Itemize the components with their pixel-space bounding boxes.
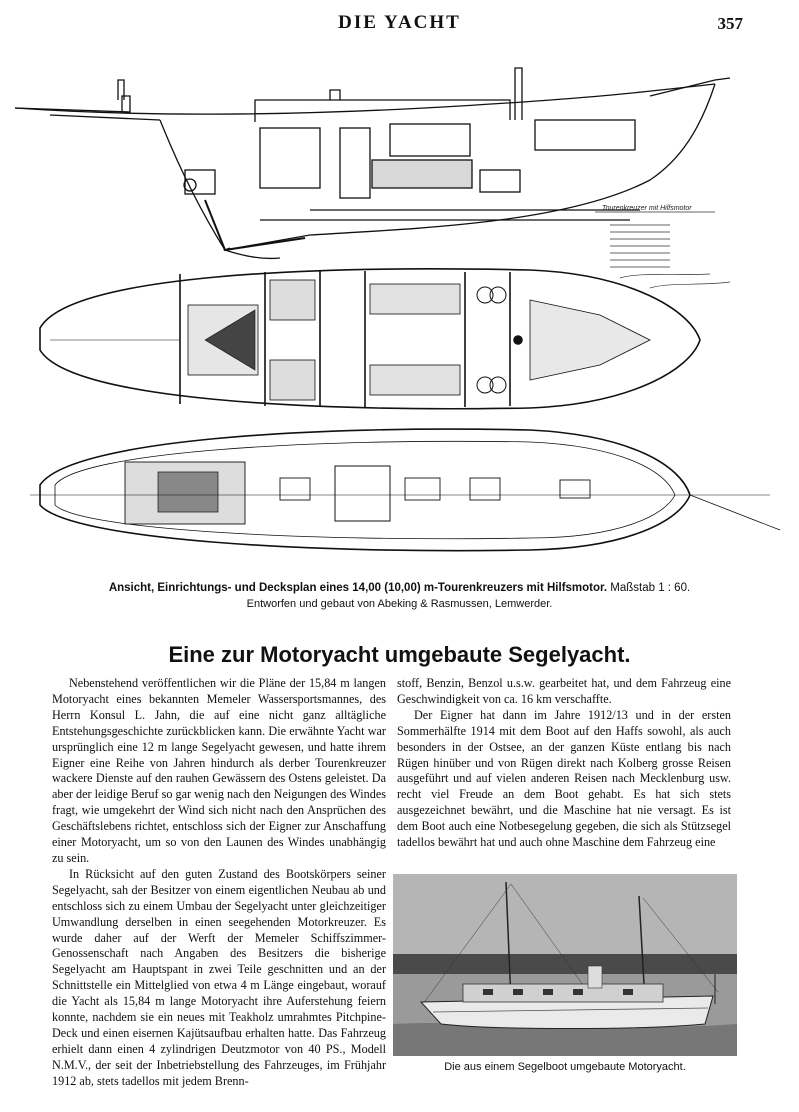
article-paragraph: stoff, Benzin, Benzol u.s.w. gearbeitet hat, und dem Fahrzeug eine Geschwindigkeit von ca. 16 km verschaffte.	[397, 676, 731, 706]
running-title: DIE YACHT	[338, 12, 461, 33]
figure-caption-credit: Entworfen und gebaut von Abeking & Rasmussen, Lemwerder.	[246, 598, 553, 610]
page-number: 357	[717, 14, 743, 33]
interior-plan	[40, 269, 700, 409]
motor-yacht-photo	[393, 874, 737, 1056]
article-column-right	[397, 676, 731, 851]
figure-caption-scale: Maßstab 1 : 60.	[610, 582, 691, 594]
plan-title-block	[595, 212, 730, 288]
article-column-left	[52, 676, 386, 1090]
figure-caption	[0, 582, 799, 594]
figure-caption-main: Ansicht, Einrichtungs- und Decksplan eines 14,00 (10,00) m-Tourenkreuzers mit Hilfsmotor.	[108, 582, 608, 594]
yacht-plans-drawing	[10, 60, 788, 575]
article-paragraph: In Rücksicht auf den guten Zustand des Bootskörpers seiner Segelyacht, sah der Besitzer von einem eigentlichen Neubau ab und entschloss sich zu einem Umbau der Segelyacht unter gleichzeitiger Umwandlung derselben in einen seegehenden Motorkreuzer. Es wurde daher auf der Werft der Memeler Schiffszimmer-Genossenschaft nach Angaben des Besitzers die bisherige Segelyacht am Hauptspant in zwei Teile geschnitten und an der Schnittstelle ein Mittelglied von etwa 4 m Länge eingebaut, worauf die Yacht als 15,84 m lange Motoryacht ihre Auferstehung feiern konnte, nachdem sie ein neues mit Teakholz umrahmtes Pitchpine-Deck und einen eisernen Kajütsaufbau erhalten hatte. Das Fahrzeug erhielt dann einen 4 zylindrigen Deutzmotor von 40 PS., Modell N.M.V., der seit der Inbetriebstellung des Fahrzeuges, im Frühjahr 1912 ab, stets tadellos mit jedem Brenn-	[52, 866, 386, 1088]
article-paragraph: Nebenstehend veröffentlichen wir die Pläne der 15,84 m langen Motoryacht eines bekannten Memeler Wassersportsmannes, des Herrn Konsul L. Jahn, die auf eine nicht ganz alltägliche Entstehungsgeschichte zurückblicken kann. Die erwähnte Yacht war ursprünglich eine 12 m lange Segelyacht gewesen, und hatte ihrem Eigner eine Reihe von Jahren hindurch als derber Tourenkreuzer wackere Dienste auf den rauhen Gewässern des Ostens geleistet. Da aber der leidige Beruf so gar wenig nach den Neigungen des Windes fragt, wie umgekehrt der Wind sich nicht nach den Ansprüchen des Geschäftslebens richtet, entschloss sich der Eigner zur Anschaffung einer Motoryacht, um so von den Launen des Windes unabhängig zu sein.	[52, 676, 386, 865]
photo-caption: Die aus einem Segelboot umgebaute Motoryacht.	[444, 1061, 686, 1073]
profile-view	[15, 68, 730, 258]
plan-title: Tourenkreuzer mit Hilfsmotor	[602, 205, 692, 212]
article-paragraph: Der Eigner hat dann im Jahre 1912/13 und in der ersten Sommerhälfte 1914 mit dem Boot auf den Haffs sowohl, als auch besonders in der Ostsee, an der ganzen Küste entlang bis nach Rügen hinüber und von Rügen direkt nach Kolberg grosse Reisen ausgeführt und auf vielen anderen Reisen nach Mecklenburg usw. recht viel Freude an dem Boot gehabt. Es hat sich stets ausgezeichnet bewährt, und die Maschine hat nie versagt. Es ist dem Boot auch eine Notbesegelung gegeben, die sich als Stützsegel tadellos bewährt hat und auch ohne Maschine dem Fahrzeug eine	[397, 707, 731, 850]
article-title: Eine zur Motoryacht umgebaute Segelyacht.	[168, 642, 631, 667]
deck-plan	[30, 429, 780, 551]
